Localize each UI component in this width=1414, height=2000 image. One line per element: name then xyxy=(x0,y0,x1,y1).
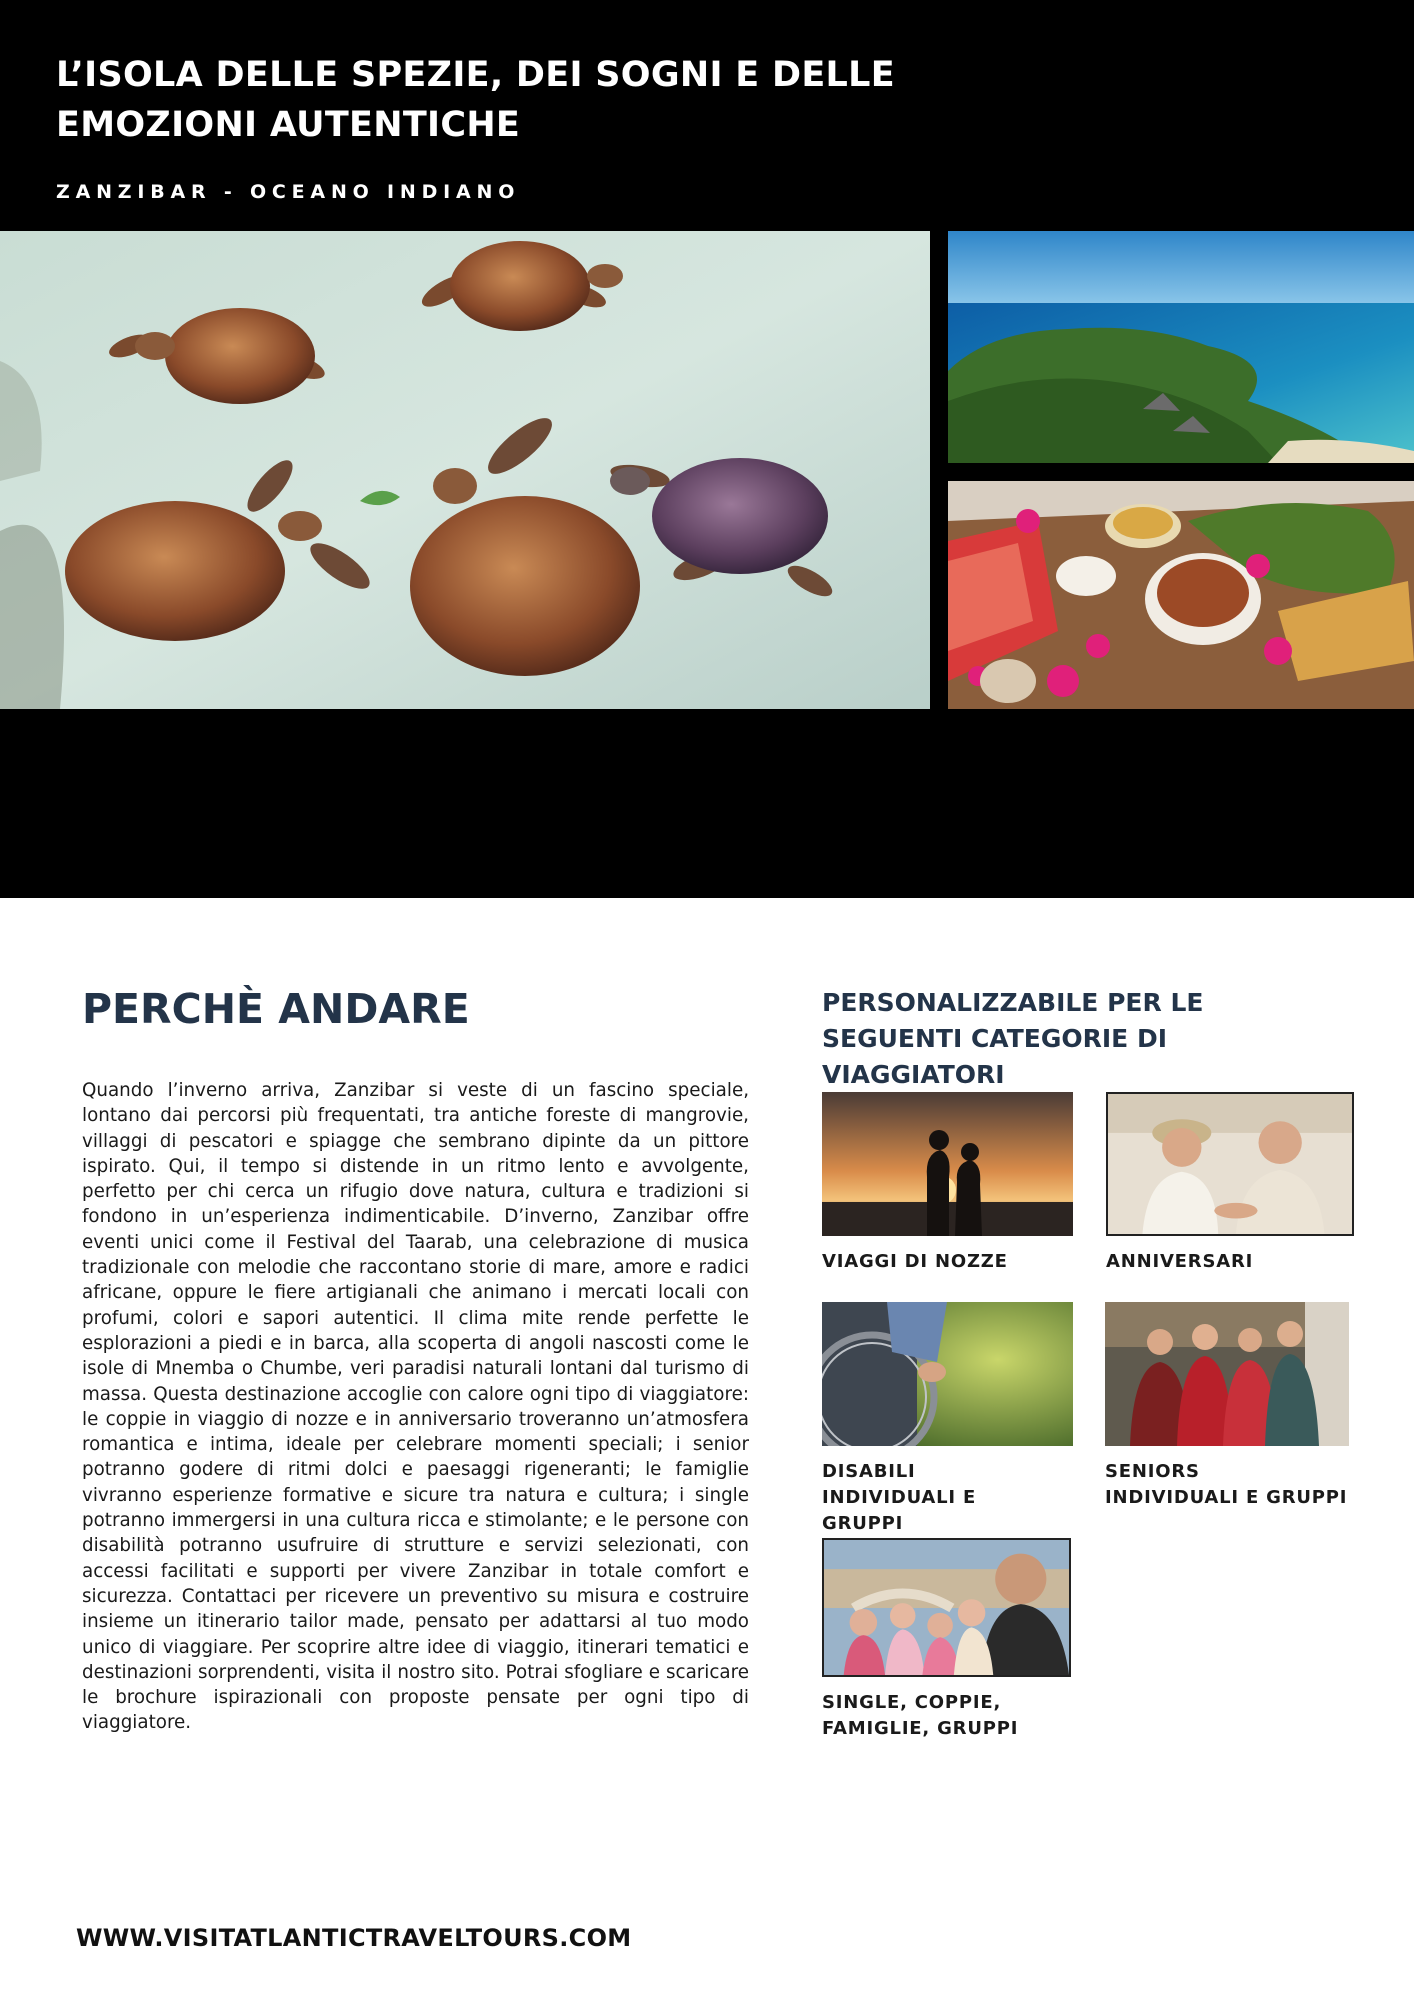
island-coast-photo xyxy=(948,231,1414,463)
hero-banner xyxy=(0,0,1414,898)
category-label-anniversary: ANNIVERSARI xyxy=(1106,1251,1254,1272)
anniversary-couple-photo xyxy=(1106,1092,1354,1236)
page-subtitle: ZANZIBAR - OCEANO INDIANO xyxy=(56,181,521,203)
category-label-honeymoon: VIAGGI DI NOZZE xyxy=(822,1251,1008,1272)
family-selfie-photo xyxy=(822,1538,1071,1677)
wheelchair-photo xyxy=(822,1302,1073,1446)
category-label-seniors: SENIORS INDIVIDUALI E GRUPPI xyxy=(1105,1461,1348,1508)
categories-title: PERSONALIZZABILE PER LE SEGUENTI CATEGORIE DI VIAGGIATORI xyxy=(822,988,1204,1089)
seniors-group-photo xyxy=(1105,1302,1349,1446)
category-label-singles-families: SINGLE, COPPIE, FAMIGLIE, GRUPPI xyxy=(822,1692,1019,1739)
sea-turtles-photo xyxy=(0,231,930,709)
food-platter-photo xyxy=(948,481,1414,709)
website-link[interactable]: WWW.VISITATLANTICTRAVELTOURS.COM xyxy=(76,1924,632,1952)
page-title: L’ISOLA DELLE SPEZIE, DEI SOGNI E DELLE EMOZIONI AUTENTICHE xyxy=(56,55,895,145)
category-label-disabled: DISABILI INDIVIDUALI E GRUPPI xyxy=(822,1461,977,1534)
why-go-body: Quando l’inverno arriva, Zanzibar si veste di un fascino speciale, lontano dai percorsi più frequentati, tra antiche foreste di mangrovie, villaggi di pescatori e spiagge che sembrano dipinte da un pittore ispirato. Qui, il tempo si distende in un ritmo lento e avvolgente, perfetto per chi cerca un rifugio dove natura, cultura e tradizioni si fondono in un’esperienza indimenticabile. D’inverno, Zanzibar offre eventi unici come il Festival del Taarab, una celebrazione di musica tradizionale con melodie che raccontano storie di mare, amore e radici africane, oppure le fiere artigianali che animano i mercati locali con profumi, colori e sapori autentici. Il clima mite rende perfette le esplorazioni a piedi e in barca, alla scoperta di angoli nascosti come le isole di Mnemba o Chumbe, veri paradisi naturali lontani dal turismo di massa. Questa destinazione accoglie con calore ogni tipo di viaggiatore: le coppie in viaggio di nozze e in anniversario troveranno un’atmosfera romantica e intima, ideale per celebrare momenti speciali; i senior potranno godere di ritmi dolci e paesaggi rigeneranti; le famiglie vivranno esperienze formative e sicure tra natura e cultura; i single potranno immergersi in una cultura ricca e stimolante; e le persone con disabilità potranno usufruire di strutture e servizi selezionati, con accessi facilitati e supporti per vivere Zanzibar in totale comfort e sicurezza. Contattaci per ricevere un preventivo su misura e costruire insieme un itinerario tailor made, pensato per adattarsi al tuo modo unico di viaggiare. Per scoprire altre idee di viaggio, itinerari tematici e destinazioni sorprendenti, visita il nostro sito. Potrai sfogliare e scaricare le brochure ispirazionali con proposte pensate per ogni tipo di viaggiatore. xyxy=(82,1080,749,1734)
why-go-title: PERCHÈ ANDARE xyxy=(82,985,470,1033)
honeymoon-couple-photo xyxy=(822,1092,1073,1236)
